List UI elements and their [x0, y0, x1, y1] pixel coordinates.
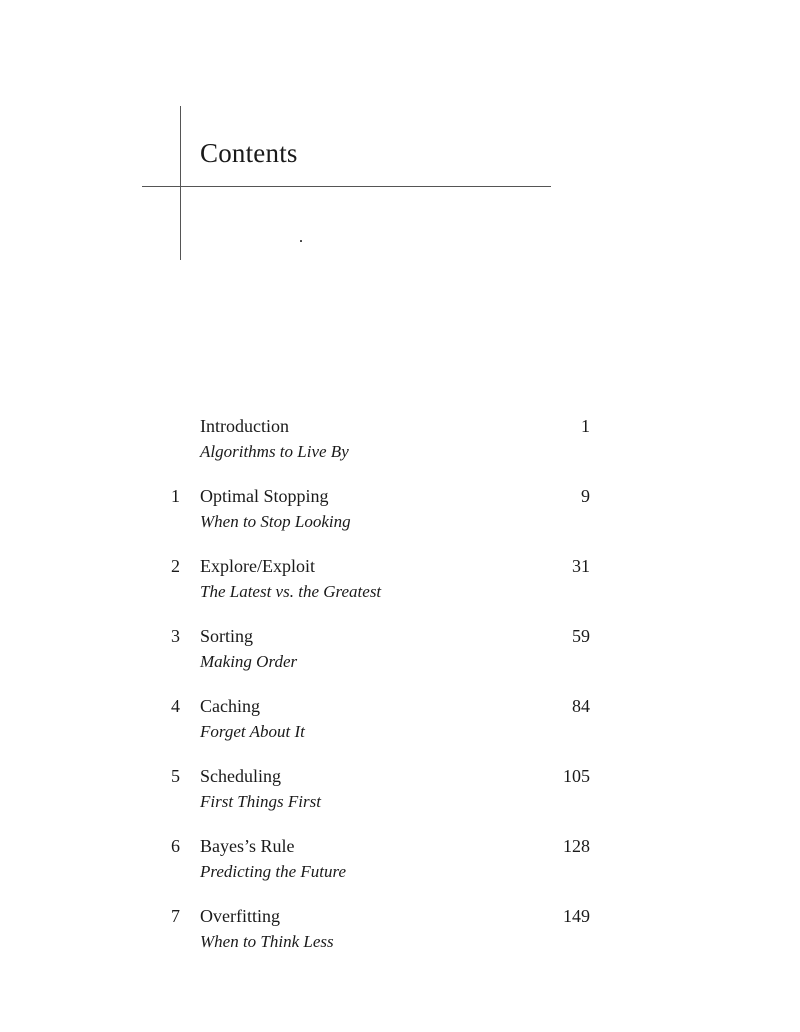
toc-entry[interactable] [160, 695, 592, 745]
chapter-subtitle: Algorithms to Live By [200, 442, 349, 461]
page-number: 149 [563, 906, 590, 926]
chapter-number: 2 [171, 556, 180, 576]
chapter-title: Bayes’s Rule [200, 836, 295, 856]
horizontal-rule [142, 186, 551, 187]
chapter-title: Explore/Exploit [200, 556, 315, 576]
chapter-subtitle: When to Stop Looking [200, 512, 351, 531]
chapter-title: Scheduling [200, 766, 281, 786]
chapter-number: 1 [171, 486, 180, 506]
chapter-title: Overfitting [200, 906, 280, 926]
chapter-subtitle: When to Think Less [200, 932, 334, 951]
chapter-title: Caching [200, 696, 260, 716]
toc-entry[interactable] [160, 835, 592, 885]
vertical-rule [180, 106, 181, 260]
chapter-title: Optimal Stopping [200, 486, 329, 506]
chapter-number: 3 [171, 626, 180, 646]
toc-entry[interactable] [160, 905, 592, 955]
page-title: Contents [200, 138, 298, 168]
page-number: 105 [563, 766, 590, 786]
chapter-subtitle: Making Order [200, 652, 298, 671]
page-number: 31 [572, 556, 590, 576]
chapter-number: 7 [171, 906, 180, 926]
toc-entry[interactable] [160, 555, 592, 605]
page-number: 128 [563, 836, 590, 856]
toc-entry[interactable] [160, 485, 592, 535]
chapter-subtitle: Forget About It [200, 722, 305, 741]
toc-entry[interactable] [160, 415, 592, 465]
stray-dot [300, 240, 302, 242]
chapter-title: Sorting [200, 626, 254, 646]
page-number: 84 [572, 696, 590, 716]
chapter-subtitle: The Latest vs. the Greatest [200, 582, 382, 601]
chapter-title: Introduction [200, 416, 289, 436]
page-number: 59 [572, 626, 590, 646]
chapter-number: 5 [171, 766, 180, 786]
chapter-subtitle: Predicting the Future [200, 862, 347, 881]
page-number: 1 [581, 416, 590, 436]
page-number: 9 [581, 486, 590, 506]
chapter-number: 4 [171, 696, 180, 716]
chapter-number: 6 [171, 836, 180, 856]
toc-entry[interactable] [160, 765, 592, 815]
chapter-subtitle: First Things First [200, 792, 321, 811]
toc-entry[interactable] [160, 625, 592, 675]
